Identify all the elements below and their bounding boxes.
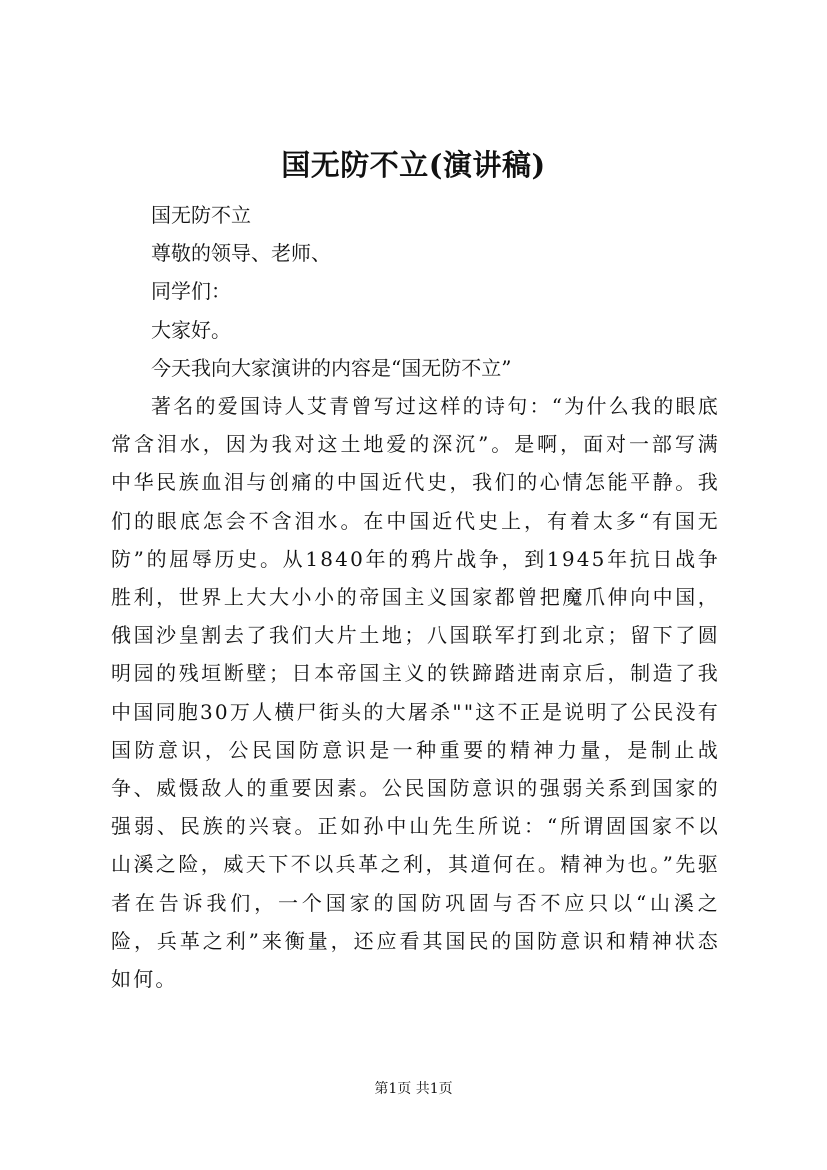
paragraph-introduction: 今天我向大家演讲的内容是“国无防不立” [151,355,512,380]
document-body [111,196,720,998]
paragraph-greeting: 大家好。 [151,317,231,342]
document-title: 国无防不立(演讲稿) [281,148,546,182]
paragraph-audience: 同学们： [151,279,231,304]
paragraph-main-content: 著名的爱国诗人艾青曾写过这样的诗句：“为什么我的眼底常含泪水，因为我对这土地爱的深沉”。是啊，面对一部写满中华民族血泪与创痛的中国近代史，我们的心情怎能平静。我们的眼底怎会不含泪水。在中国近代史上，有着太多“有国无防”的屈辱历史。从1840年的鸦片战争，到1945年抗日战争胜利，世界上大大小小的帝国主义国家都曾把魔爪伸向中国，俄国沙皇割去了我们大片土地；八国联军打到北京；留下了圆明园的残垣断壁；日本帝国主义的铁蹄踏进南京后，制造了我中国同胞30万人横尸街头的大屠杀""这不正是说明了公民没有国防意识，公民国防意识是一种重要的精神力量，是制止战争、威慑敌人的重要因素。公民国防意识的强弱关系到国家的强弱、民族的兴衰。正如孙中山先生所说：“所谓固国家不以山溪之险，威天下不以兵革之利，其道何在。精神为也。”先驱者在告诉我们，一个国家的国防巩固与否不应只以“山溪之险，兵革之利”来衡量，还应看其国民的国防意识和精神状态如何。 [111,394,720,992]
paragraph-salutation: 尊敬的领导、老师、 [151,241,331,266]
paragraph-topic: 国无防不立 [151,203,251,227]
page-footer: 第1页 共1页 [374,1081,453,1097]
